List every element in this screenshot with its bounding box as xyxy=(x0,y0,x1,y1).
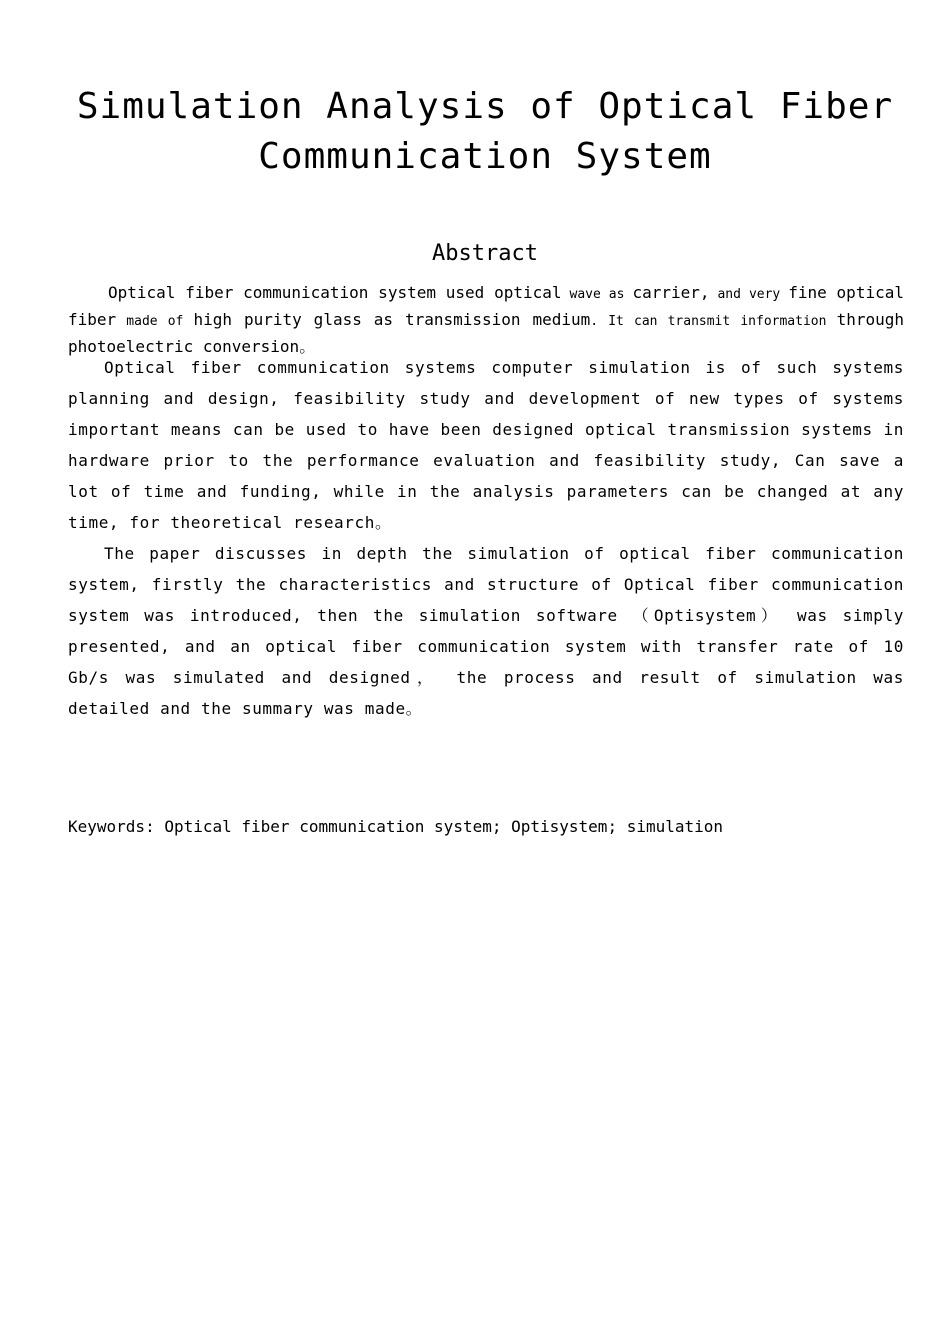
para1-text-4: and very xyxy=(709,287,789,302)
abstract-heading: Abstract xyxy=(432,241,538,266)
para1-text-2: wave as xyxy=(561,287,633,302)
para1-text-9: through photoelectric conversion。 xyxy=(68,310,904,356)
abstract-body xyxy=(68,352,904,724)
abstract-paragraph-3: The paper discusses in depth the simulation of optical fiber communication system, firstly the characteristics and structure of Optical fiber communication system was introduced, then the simulation software （Optisystem） was simply presented, and an optical fiber communication system with transfer rate of 10 Gb/s was simulated and designed， the process and result of simulation was detailed and the summary was made。 xyxy=(68,544,904,718)
para1-text-5: fine optical fiber xyxy=(68,283,904,329)
abstract-paragraph-2: Optical fiber communication systems computer simulation is of such systems planning and design, feasibility study and development of new types of systems important means can be used to have been designed optical transmission systems in hardware prior to the performance evaluation and feasibility study, Can save a lot of time and funding, while in the analysis parameters can be changed at any time, for theoretical research。 xyxy=(68,358,904,532)
abstract-paragraph-1 xyxy=(68,280,904,359)
keywords-line: Keywords: Optical fiber communication system; Optisystem; simulation xyxy=(68,817,724,836)
para1-text-3: carrier, xyxy=(632,283,710,302)
para1-text-8: . It can transmit information xyxy=(590,314,837,329)
para1-text-7: high purity glass as transmission medium xyxy=(193,310,591,329)
para1-text-6: made of xyxy=(116,314,194,329)
para1-text-1: Optical fiber communication system used optical xyxy=(108,283,562,302)
document-title: Simulation Analysis of Optical Fiber Communication System xyxy=(76,86,894,177)
